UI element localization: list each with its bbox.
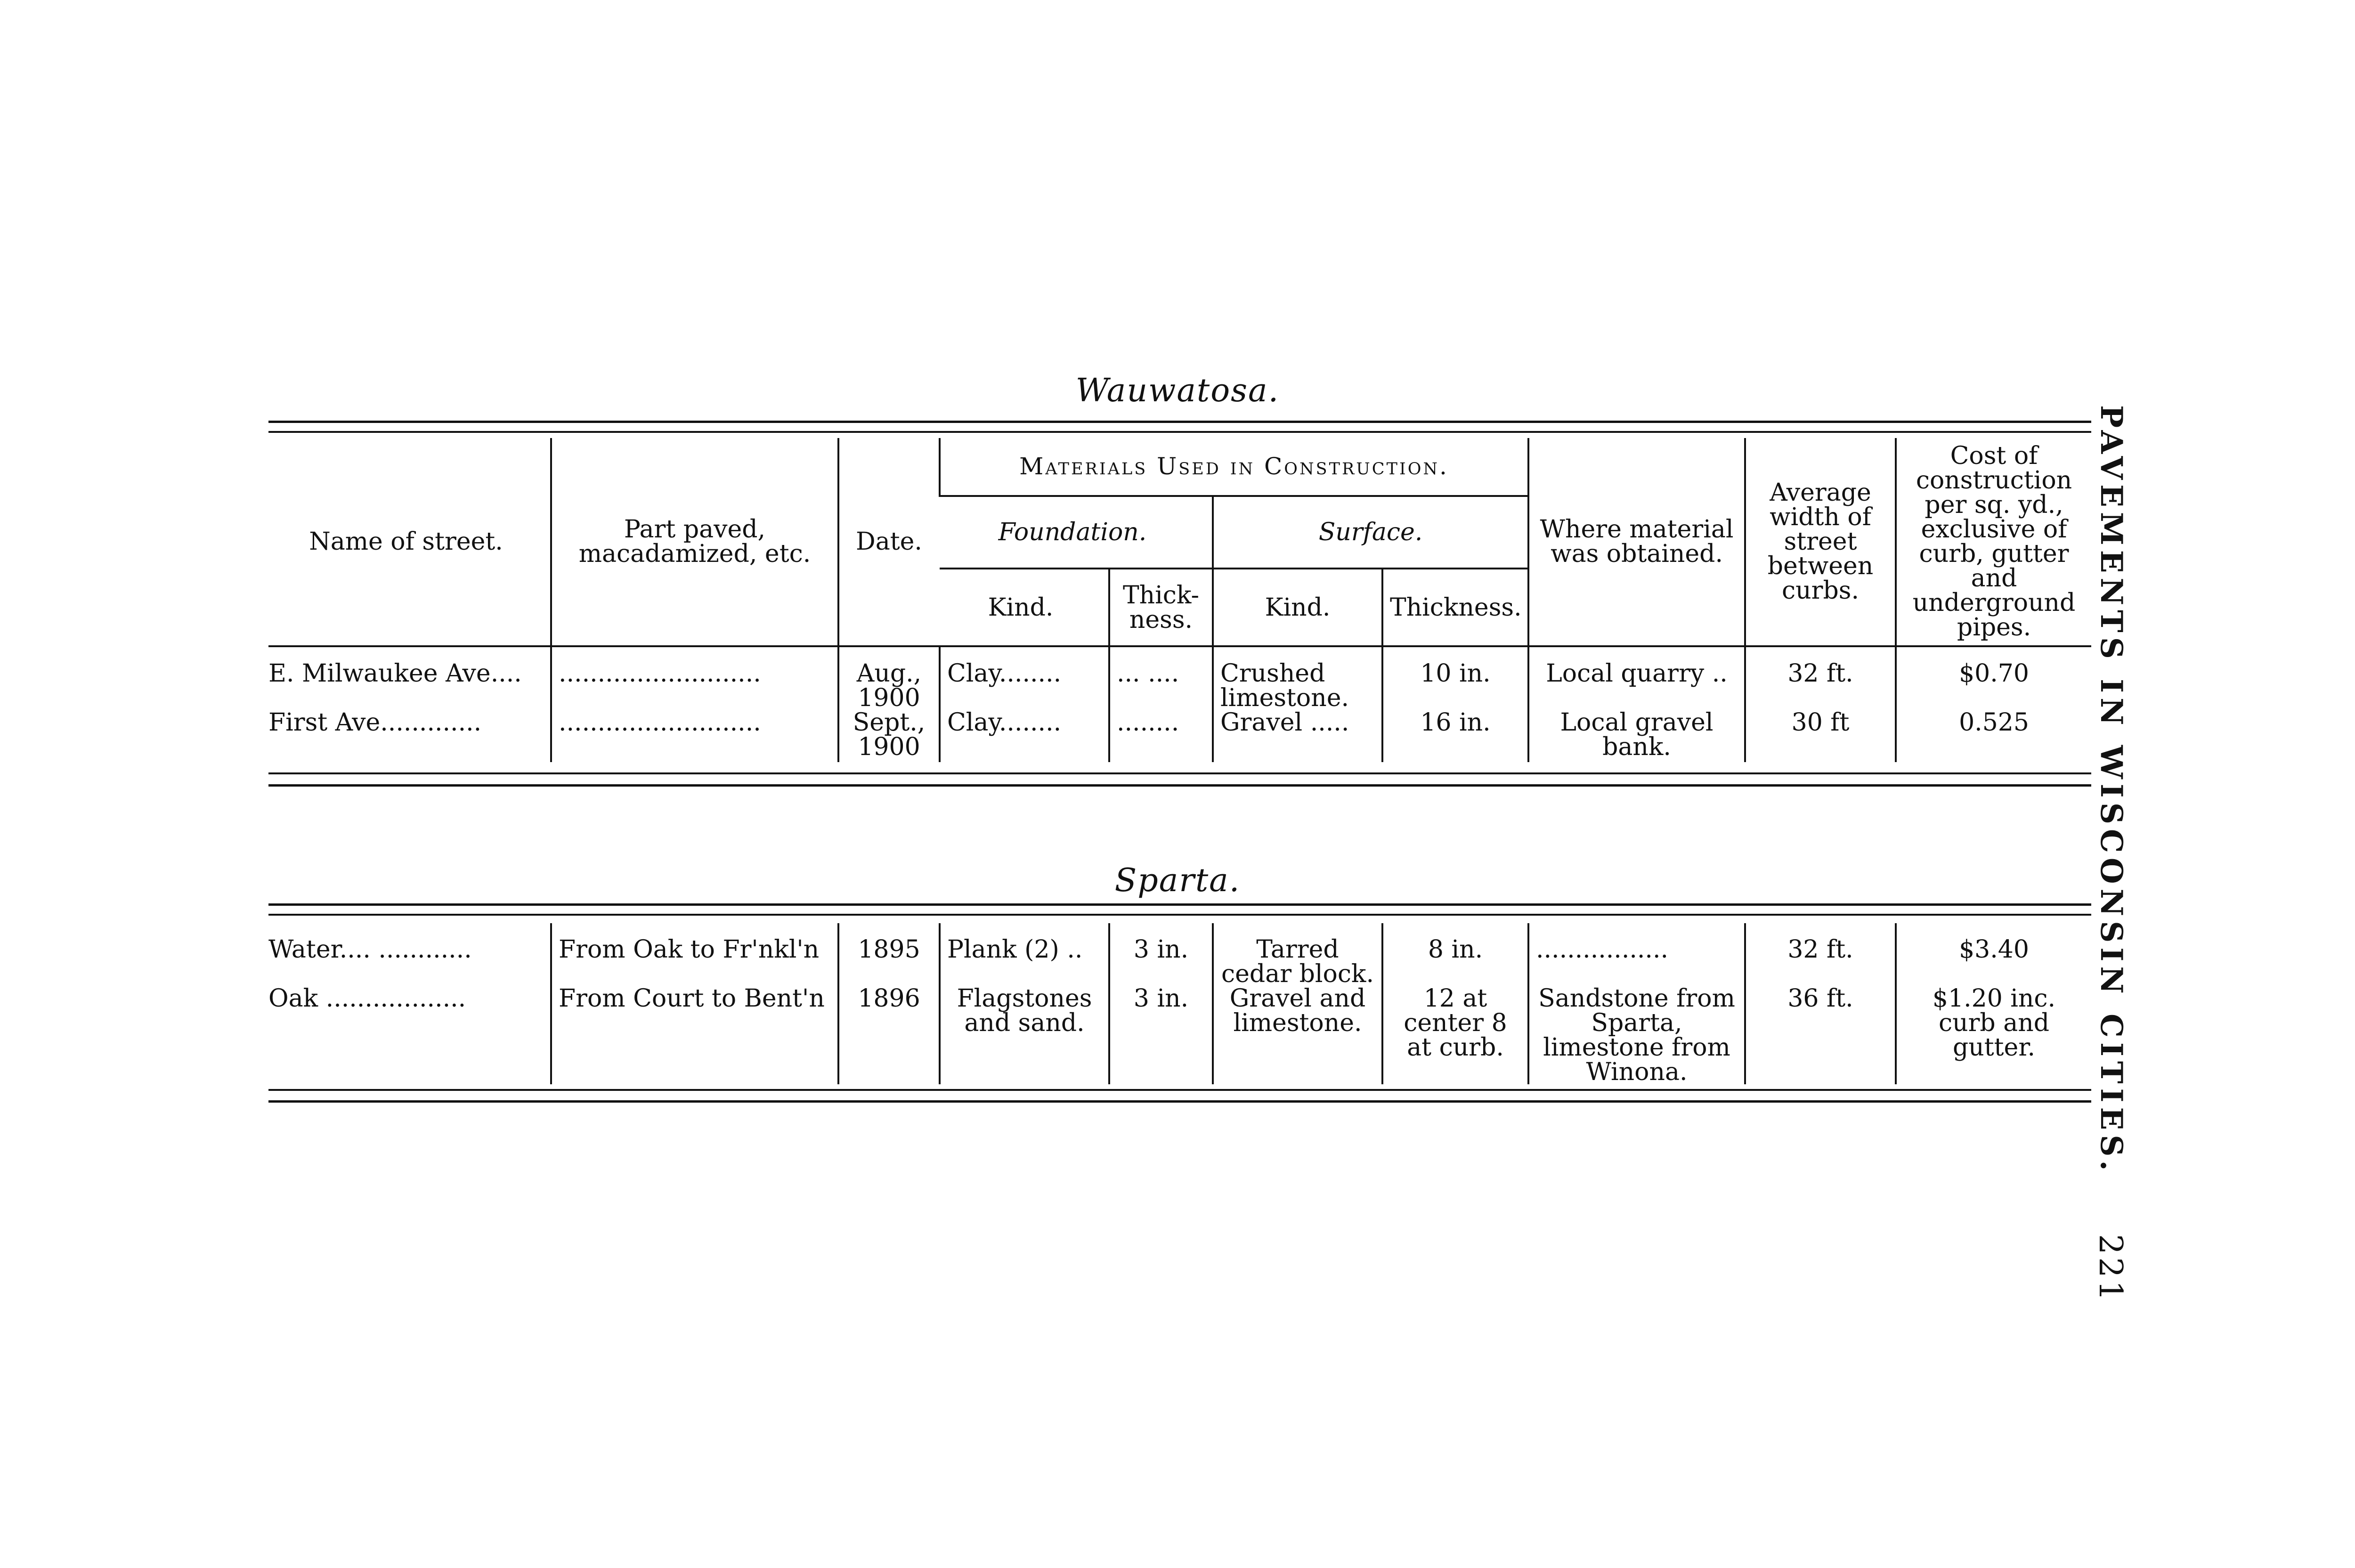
cell-where: Local quarry .. bbox=[1528, 646, 1745, 710]
cell-surface-thickness: 8 in. bbox=[1382, 923, 1528, 986]
cell-where: Local gravel bank. bbox=[1528, 710, 1745, 762]
cell-street: Water.... ............ bbox=[268, 935, 472, 964]
header-where-obtained: Where material was obtained. bbox=[1528, 438, 1745, 646]
table-rule bbox=[268, 914, 2091, 916]
cell-surface-kind: Gravel ..... bbox=[1213, 710, 1382, 762]
cell-surface-thickness: 10 in. bbox=[1382, 646, 1528, 710]
table-row bbox=[268, 986, 2091, 1084]
header-foundation-kind: Kind. bbox=[940, 569, 1109, 646]
page-number: 221 bbox=[2092, 1234, 2129, 1304]
cell-foundation-kind: Clay........ bbox=[940, 710, 1109, 762]
cell-foundation-kind: Plank (2) .. bbox=[940, 923, 1109, 986]
table-rule bbox=[268, 421, 2091, 423]
wauwatosa-table bbox=[268, 438, 2091, 762]
table-row bbox=[268, 710, 2091, 762]
cell-cost: $3.40 bbox=[1896, 923, 2091, 986]
header-foundation: Foundation. bbox=[940, 496, 1213, 569]
cell-surface-kind: Crushed limestone. bbox=[1213, 646, 1382, 710]
table-rule bbox=[268, 772, 2091, 774]
cell-width: 36 ft. bbox=[1745, 986, 1896, 1084]
cell-foundation-thickness: 3 in. bbox=[1109, 986, 1213, 1084]
table-rule bbox=[268, 903, 2091, 906]
header-part-paved: Part paved, macadamized, etc. bbox=[551, 438, 838, 646]
header-materials-used: Materials Used in Construction. bbox=[940, 438, 1528, 496]
cell-foundation-thickness: ... .... bbox=[1109, 646, 1213, 710]
header-surface: Surface. bbox=[1213, 496, 1528, 569]
table-rule bbox=[268, 1089, 2091, 1091]
cell-date: Sept., 1900 bbox=[838, 710, 940, 762]
cell-surface-thickness: 12 at center 8 at curb. bbox=[1382, 986, 1528, 1084]
sparta-table bbox=[268, 923, 2091, 1084]
table-row bbox=[268, 923, 2091, 986]
table-rule bbox=[268, 431, 2091, 433]
running-head: PAVEMENTS IN WISCONSIN CITIES. bbox=[2094, 405, 2129, 1176]
cell-width: 32 ft. bbox=[1745, 646, 1896, 710]
cell-street: E. Milwaukee Ave.... bbox=[268, 659, 522, 688]
section-caption-wauwatosa: Wauwatosa. bbox=[1075, 372, 1280, 409]
header-surface-thickness: Thickness. bbox=[1382, 569, 1528, 646]
table-row bbox=[268, 646, 2091, 710]
cell-foundation-kind: Clay........ bbox=[940, 646, 1109, 710]
cell-foundation-kind: Flagstones and sand. bbox=[940, 986, 1109, 1084]
cell-foundation-thickness: ........ bbox=[1109, 710, 1213, 762]
cell-part: .......................... bbox=[551, 710, 838, 762]
header-cost: Cost of construction per sq. yd., exclusive of curb, gutter and underground pipes. bbox=[1896, 438, 2091, 646]
cell-street: First Ave............. bbox=[268, 710, 482, 737]
cell-width: 32 ft. bbox=[1745, 923, 1896, 986]
cell-cost: $1.20 inc. curb and gutter. bbox=[1896, 986, 2091, 1084]
cell-width: 30 ft bbox=[1745, 710, 1896, 762]
table-rule bbox=[268, 784, 2091, 787]
header-surface-kind: Kind. bbox=[1213, 569, 1382, 646]
cell-date: 1896 bbox=[838, 986, 940, 1084]
cell-foundation-thickness: 3 in. bbox=[1109, 923, 1213, 986]
cell-date: 1895 bbox=[838, 923, 940, 986]
header-average-width: Average width of street between curbs. bbox=[1745, 438, 1896, 646]
cell-cost: $0.70 bbox=[1896, 646, 2091, 710]
cell-surface-kind: Tarred cedar block. bbox=[1213, 923, 1382, 986]
header-name-of-street: Name of street. bbox=[268, 438, 551, 646]
cell-surface-kind: Gravel and limestone. bbox=[1213, 986, 1382, 1084]
cell-street: Oak .................. bbox=[268, 986, 466, 1013]
section-caption-sparta: Sparta. bbox=[1114, 862, 1241, 899]
cell-part: From Oak to Fr'nkl'n bbox=[551, 923, 838, 986]
cell-surface-thickness: 16 in. bbox=[1382, 710, 1528, 762]
cell-where: Sandstone from Sparta, limestone from Winona. bbox=[1528, 986, 1745, 1084]
cell-date: Aug., 1900 bbox=[838, 646, 940, 710]
table-rule bbox=[268, 1100, 2091, 1103]
cell-part: From Court to Bent'n bbox=[551, 986, 838, 1084]
cell-cost: 0.525 bbox=[1896, 710, 2091, 762]
cell-where: ................. bbox=[1528, 923, 1745, 986]
cell-part: .......................... bbox=[551, 646, 838, 710]
header-date: Date. bbox=[838, 438, 940, 646]
header-foundation-thickness: Thick-ness. bbox=[1109, 569, 1213, 646]
